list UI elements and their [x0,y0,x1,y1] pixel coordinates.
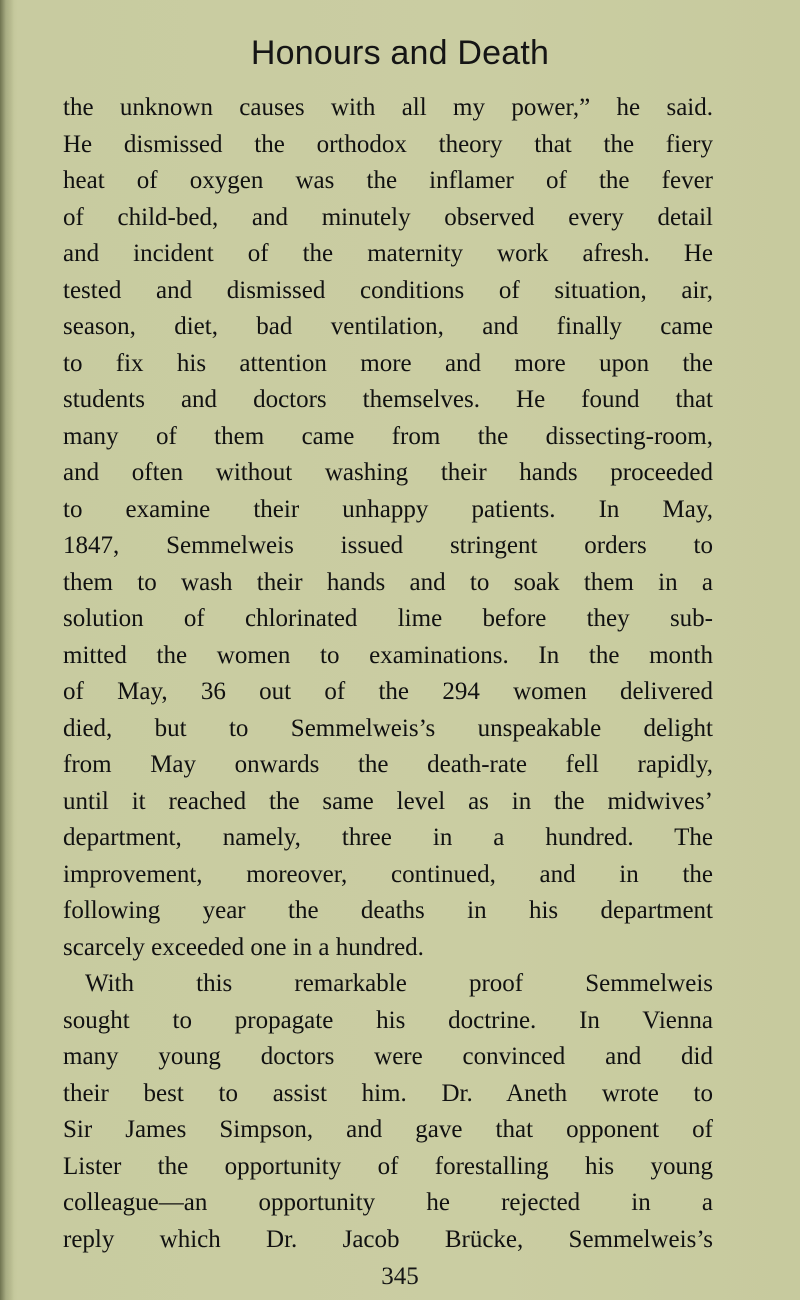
text-line: season, diet, bad ventilation, and finally came [63,313,713,340]
text-line: their best to assist him. Dr. Aneth wrote to [63,1079,713,1107]
text-line: department, namely, three in a hundred. The [63,824,713,851]
running-head: Honours and Death [250,34,550,72]
text-line: them to wash their hands and to soak them in a [63,568,713,596]
text-line: solution of chlorinated lime before they sub- [63,605,713,632]
text-line: tested and dismissed conditions of situation, air, [63,276,713,304]
text-line: of May, 36 out of the 294 women delivered [63,678,713,705]
text-line: died, but to Semmelweis’s unspeakable delight [63,714,713,742]
text-line: and often without washing their hands proceeded [63,459,713,486]
text-line: the unknown causes with all my power,” he said. [63,94,713,121]
text-line: mitted the women to examinations. In the month [63,641,713,669]
text-line: and incident of the maternity work afresh. He [63,240,713,267]
text-line: colleague—an opportunity he rejected in a [63,1189,713,1216]
text-line: scarcely exceeded one in a hundred. [63,933,424,961]
text-line: reply which Dr. Jacob Brücke, Semmelweis’s [63,1225,713,1253]
text-line: He dismissed the orthodox theory that the fiery [63,130,713,158]
text-line: With this remarkable proof Semmelweis [85,970,713,997]
text-line: sought to propagate his doctrine. In Vienna [63,1006,713,1034]
text-line: to fix his attention more and more upon the [63,349,713,377]
body-text [63,90,713,1258]
text-line: to examine their unhappy patients. In May, [63,495,713,523]
text-line: following year the deaths in his department [63,897,713,924]
page-number: 345 [381,1263,419,1290]
text-line: heat of oxygen was the inflamer of the fever [63,167,713,194]
text-line: from May onwards the death-rate fell rapidly, [63,751,713,778]
text-line: many young doctors were convinced and did [63,1043,713,1070]
spine-shadow [0,0,14,1300]
text-line: of child-bed, and minutely observed every detail [63,203,713,231]
text-line: Sir James Simpson, and gave that opponent of [63,1116,713,1143]
text-line: students and doctors themselves. He found that [63,386,713,413]
text-line: 1847, Semmelweis issued stringent orders to [63,532,713,559]
text-line: Lister the opportunity of forestalling his young [63,1152,713,1180]
text-line: until it reached the same level as in the midwives’ [63,787,713,815]
text-line: improvement, moreover, continued, and in the [63,860,713,888]
text-line: many of them came from the dissecting-room, [63,422,713,450]
